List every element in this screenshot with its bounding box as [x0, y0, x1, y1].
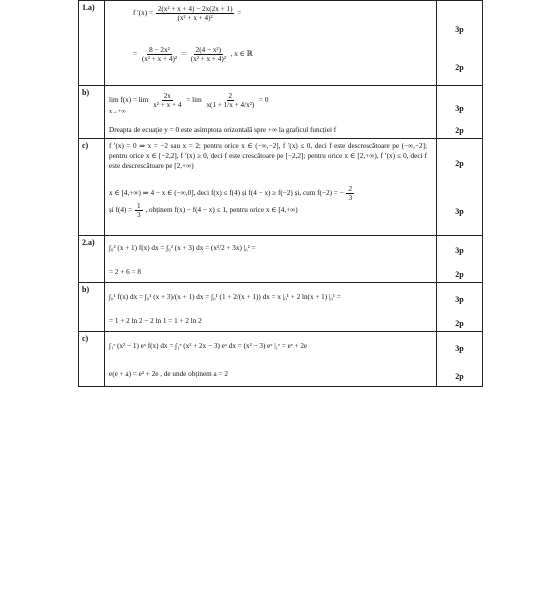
item-label: c) — [82, 334, 89, 343]
item-label: 1.a) — [82, 3, 95, 12]
limit-subscript: x→+∞ — [109, 109, 126, 115]
monotonicity-paragraph: f ′(x) = 0 ⇒ x = −2 sau x = 2; pentru orice x ∈ (−∞,−2], f ′(x) ≤ 0, deci f este descrescătoare pe (−∞,−2]; pentru orice x ∈ [−2,2], f ′(x) ≥ 0, deci f este crescătoare pe [−2,2]; pentru orice x ∈ [2,+∞), f ′(x) ≤ 0, deci f este descrescătoare pe [2,+∞) — [109, 142, 427, 170]
points-cell: 3p 2p — [437, 236, 483, 283]
asymptote-text: Dreapta de ecuație y = 0 este asimptota orizontală spre +∞ la graficul funcției f — [109, 126, 337, 134]
item-label: b) — [82, 285, 90, 294]
points-cell: 3p 2p — [437, 332, 483, 387]
table-row — [79, 139, 483, 236]
points-cell: 3p 2p — [437, 1, 483, 86]
points-cell: 3p 2p — [437, 283, 483, 332]
result-line: = 1 + 2 ln 2 − 2 ln 1 = 1 + 2 ln 2 — [109, 317, 202, 325]
integral-line: ∫₀¹ f(x) dx = ∫₀¹ (x + 3)/(x + 1) dx = ∫₀¹ (1 + 2/(x + 1)) dx = x |₀¹ + 2 ln(x + 1) |₀¹ = — [109, 293, 341, 301]
table-row — [79, 283, 483, 332]
grading-sheet — [78, 0, 482, 387]
result-line: = 2 + 6 = 8 — [109, 268, 141, 276]
item-label: c) — [82, 141, 89, 150]
integral-line: ∫₁ᵉ (x² − 1) eˣ f(x) dx = ∫₁ᵉ (x² + 2x − 3) eˣ dx = (x² − 3) eˣ |₁ᵉ = eᵉ + 2e — [109, 342, 308, 350]
inequality-paragraph: x ∈ [4,+∞) ⇒ 4 − x ∈ (−∞,0], deci f(x) ≤ f(4) și f(4 − x) ≥ f(−2) și, cum f(−2) = − $\frac{2}{3}$ și f(4) = $\frac{1}{3}$ , obținem f(x) − f(4 − x) ≤ 1, pentru orice x ∈ [4,+∞) — [109, 185, 353, 219]
item-label: b) — [82, 88, 90, 97]
derivative-line-2: = $\frac{\text{8 − 2x²}}{\text{(x² + x + 4)²}}$ = $\frac{\text{2(4 − x²)}}{\text{(x² + x + 4)²}}$ , x ∈ ℝ — [133, 46, 253, 63]
table-row — [79, 1, 483, 86]
fraction: $\frac{\text{2(x² + x + 4) − 2x(2x + 1)}}{\text{(x² + x + 4)²}}$ — [157, 5, 233, 22]
table-row — [79, 236, 483, 283]
derivative-line-1: f ′(x) = $\frac{\text{2(x² + x + 4) − 2x(2x + 1)}}{\text{(x² + x + 4)²}}$ = — [133, 5, 242, 22]
limit-line: lim f(x) = lim $\frac{2x}{\text{x² + x + 4}}$ = lim $\frac{2}{\text{x(1 + 1/x + 4/x²)}}$ = 0 — [109, 92, 269, 109]
item-label: 2.a) — [82, 238, 95, 247]
points-cell: 2p 3p — [437, 139, 483, 236]
integral-line: ∫₀² (x + 1) f(x) dx = ∫₀² (x + 3) dx = (x²/2 + 3x) |₀² = — [109, 244, 256, 252]
table-row — [79, 332, 483, 387]
grading-table — [78, 0, 483, 387]
result-line: e(e + a) = e² + 2e , de unde obținem a = 2 — [109, 370, 228, 378]
table-row — [79, 86, 483, 139]
points-cell: 3p 2p — [437, 86, 483, 139]
